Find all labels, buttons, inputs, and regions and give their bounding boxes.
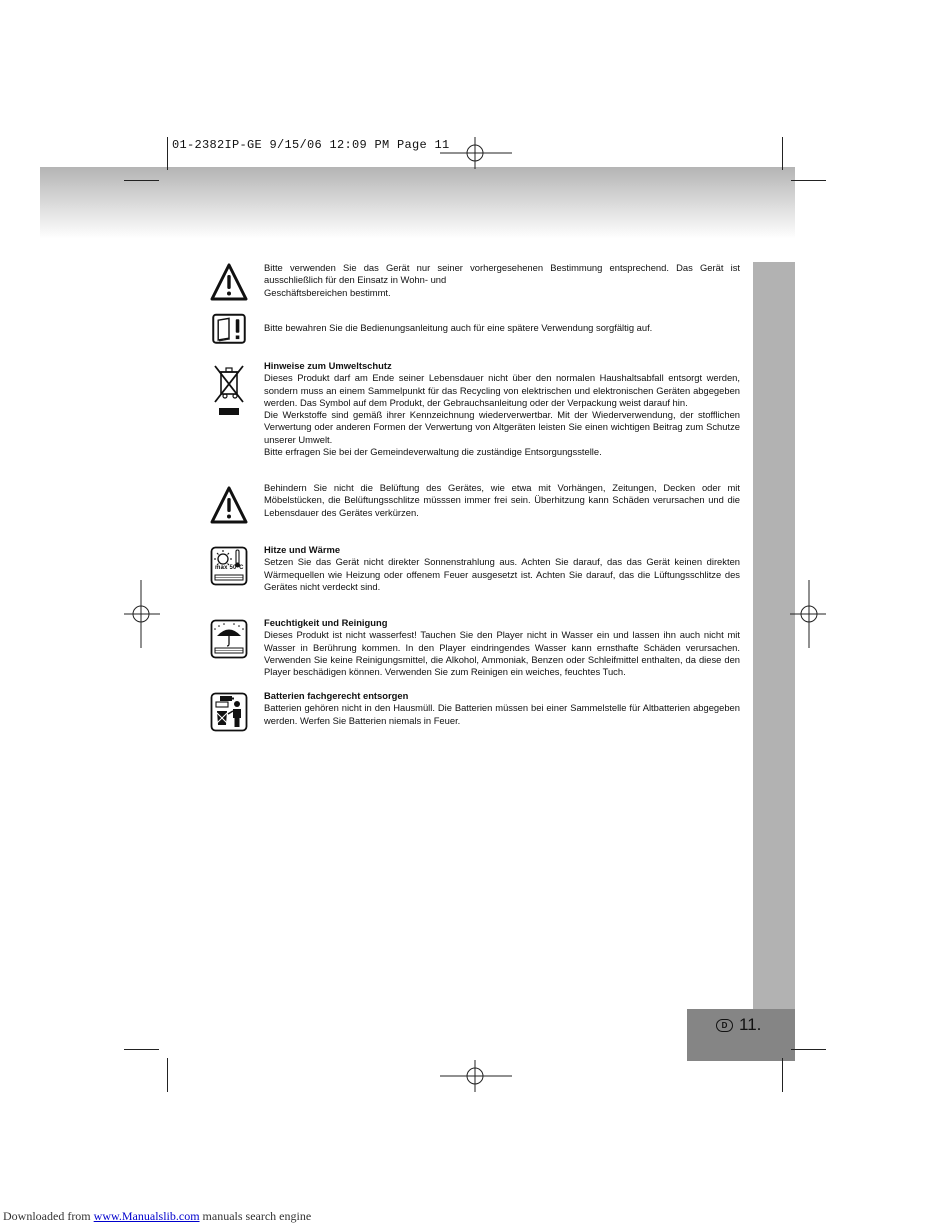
- warning-triangle-icon: [210, 485, 248, 525]
- entry-paragraph: Behindern Sie nicht die Belüftung des Gerätes, wie etwa mit Vorhängen, Zeitungen, Decken oder mit Möbelstücken, die Belüftungsschlitze müsssen immer frei sein. Überhitzung kann Schäden verursachen und die Lebensdauer des Gerätes verkürzen.: [264, 482, 740, 518]
- print-header: 01-2382IP-GE 9/15/06 12:09 PM Page 11: [172, 138, 450, 152]
- crossed-bin-icon: [210, 362, 248, 418]
- safety-entry: [210, 482, 740, 526]
- entry-paragraph: Die Werkstoffe sind gemäß ihrer Kennzeichnung wiederverwertbar. Mit der Wiederverwendung, der stofflichen Verwertung oder anderen Formen der Verwertung von Altgeräten leisten Sie einen wichtigen Beitrag zum Schutze unserer Umwelt.: [264, 409, 740, 445]
- crop-mark: [791, 1049, 826, 1050]
- crop-mark: [124, 1049, 159, 1050]
- entry-paragraph: Bitte bewahren Sie die Bedienungsanleitung auch für eine spätere Verwendung sorgfältig auf.: [264, 322, 653, 333]
- crop-mark: [782, 137, 783, 170]
- manual-book-icon: [210, 313, 248, 349]
- header-gradient-band: [40, 167, 795, 239]
- entry-heading: Hinweise zum Umweltschutz: [264, 360, 392, 371]
- registration-mark-icon: [440, 137, 512, 169]
- entry-paragraph: Dieses Produkt darf am Ende seiner Lebensdauer nicht über den normalen Haushaltsabfall entsorgt werden, sondern muss an einem Sammelpunkt für das Recycling von elektrischen und elektronischen Geräten abgegeben werden. Das Symbol auf dem Produkt, der Gebrauchsanleitung oder der Verpackung weist darauf hin.: [264, 372, 740, 408]
- battery-disposal-icon: [210, 692, 248, 732]
- registration-mark-icon: [790, 580, 826, 648]
- entry-heading: Hitze und Wärme: [264, 544, 341, 555]
- crop-mark: [124, 180, 159, 181]
- safety-entry: [210, 690, 740, 734]
- entry-paragraph: Geschäftsbereichen bestimmt.: [264, 286, 391, 298]
- crop-mark: [167, 1058, 168, 1092]
- footer-suffix: manuals search engine: [199, 1209, 312, 1223]
- entry-heading: Feuchtigkeit und Reinigung: [264, 617, 388, 628]
- safety-entry: [210, 544, 740, 592]
- entry-paragraph: Bitte erfragen Sie bei der Gemeindeverwaltung die zuständige Entsorgungsstelle.: [264, 446, 602, 458]
- safety-entry: [210, 313, 740, 349]
- page-number: 11.: [739, 1015, 762, 1034]
- download-footer: [3, 1209, 311, 1224]
- manualslib-link[interactable]: www.Manualslib.com: [93, 1209, 200, 1223]
- page-number-group: [716, 1015, 761, 1035]
- warning-triangle-icon: [210, 262, 248, 302]
- language-badge: D: [716, 1019, 733, 1032]
- safety-entry: [210, 360, 740, 460]
- crop-mark: [782, 1058, 783, 1092]
- crop-mark: [167, 137, 168, 170]
- registration-mark-icon: [124, 580, 160, 648]
- entry-paragraph: Dieses Produkt ist nicht wasserfest! Tauchen Sie den Player nicht in Wasser ein und lassen ihn auch nicht mit Wasser in Berührung kommen. In den Player eindringendes Wasser kann ernsthafte Schäden verursachen. Verwenden Sie keine Reinigungsmittel, die Alkohol, Ammoniak, Benzen oder Schleifmittel enthalten, da diese den Player beschädigen können. Verwenden Sie zum Reinigen ein weiches, feuchtes Tuch.: [264, 629, 740, 678]
- entry-paragraph: Bitte verwenden Sie das Gerät nur seiner vorhergesehenen Bestimmung entsprechend. Das Gerät ist ausschließlich für den Einsatz in Wohn- und: [264, 262, 740, 286]
- safety-entry: [210, 262, 740, 304]
- side-gray-bar: [753, 262, 795, 1010]
- entry-heading: Batterien fachgerecht entsorgen: [264, 690, 409, 701]
- crop-mark: [791, 180, 826, 181]
- entry-paragraph: Batterien gehören nicht in den Hausmüll. Die Batterien müssen bei einer Sammelstelle für Altbatterien abgegeben werden. Werfen Sie Batterien niemals in Feuer.: [264, 702, 740, 726]
- humidity-umbrella-icon: [210, 619, 248, 659]
- icon-label: max 50°C: [215, 565, 244, 571]
- safety-entry: [210, 617, 740, 679]
- footer-prefix: Downloaded from: [3, 1209, 94, 1223]
- registration-mark-icon: [440, 1060, 512, 1092]
- entry-paragraph: Setzen Sie das Gerät nicht direkter Sonnenstrahlung aus. Achten Sie darauf, das das Gerät keinen direkten Wärmequellen wie Heizung oder offenem Feuer ausgesetzt ist. Achten Sie darauf, das die Lüftungsschlitze des Gerätes nicht verdeckt sind.: [264, 556, 740, 592]
